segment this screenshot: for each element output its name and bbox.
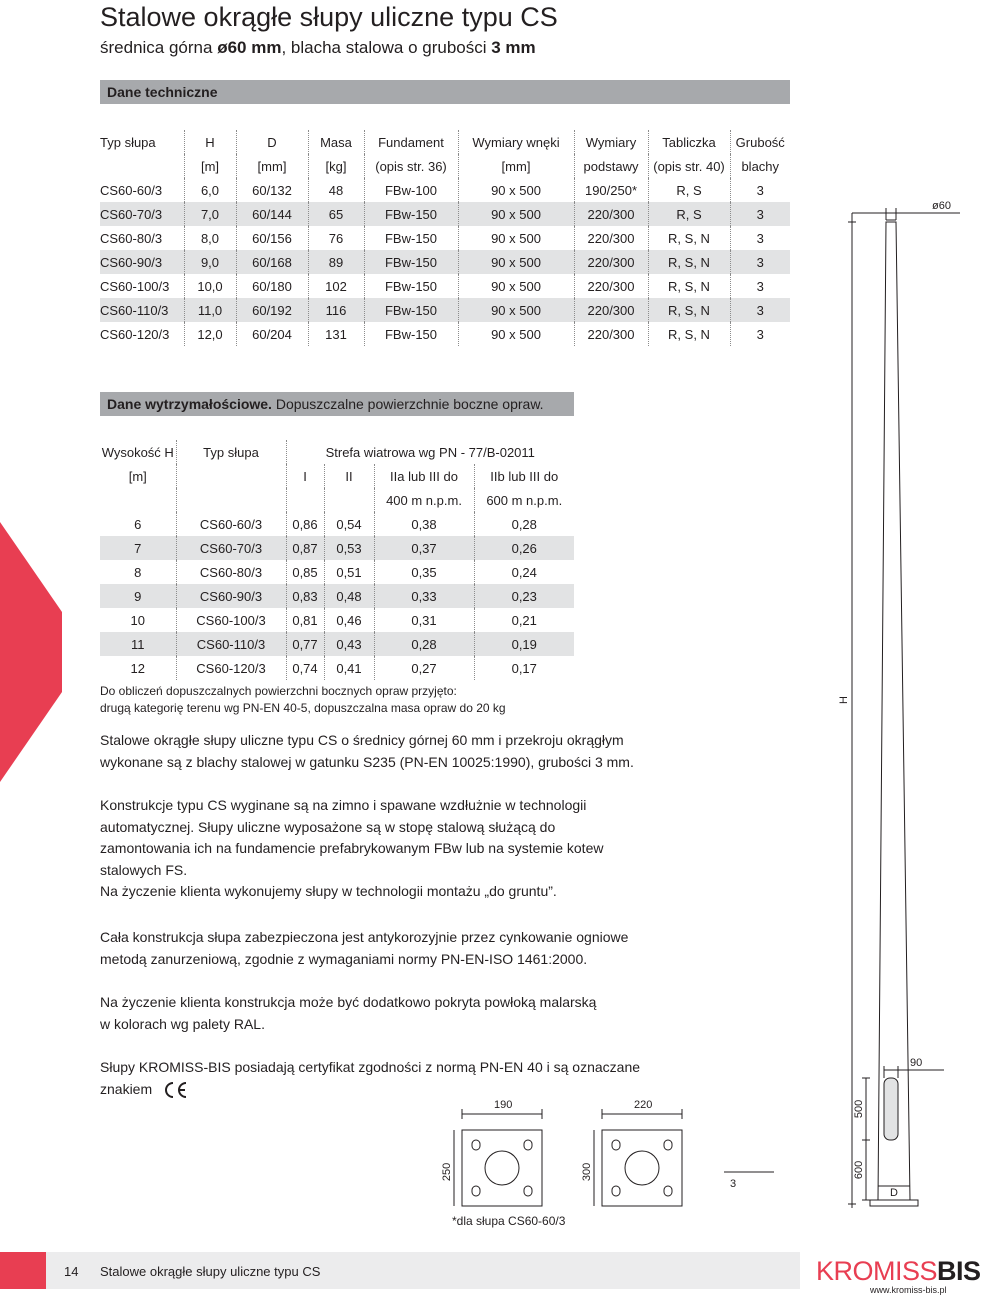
footer-accent [0,1252,46,1289]
header-type: Typ słupa [176,440,286,464]
table-row [100,226,790,250]
table-cell: 76 [308,226,364,250]
table-cell: 0,81 [286,608,324,632]
bolt-slot [472,1140,480,1150]
text-line: Cała konstrukcja słupa zabezpieczona jest antykorozyjnie przez cynkowanie ogniowe [100,929,629,945]
table-row [100,202,790,226]
text-line: metodą zanurzeniową, zgodnie z wymaganiami normy PN-EN-ISO 1461:2000. [100,950,588,967]
table-cell: 60/204 [236,322,308,346]
table-cell: CS60-120/3 [100,326,170,342]
table-cell: R, S [648,202,730,226]
table-cell: 0,27 [374,656,474,680]
table-cell: 0,77 [286,632,324,656]
table-cell: 90 x 500 [458,226,574,250]
table-header-row [100,130,790,154]
table-cell: FBw-150 [364,202,458,226]
table-cell: 3 [730,202,790,226]
table-cell: 220/300 [574,250,648,274]
table-header-cell: Wymiary wnęki [458,130,574,154]
table-cell: 0,31 [374,608,474,632]
label-door-height: 500 [853,1099,865,1119]
table-cell: 9 [100,584,176,608]
table-cell: 190/250* [574,178,648,202]
page-title: Stalowe okrągłe słupy uliczne typu CS [100,2,558,32]
table-cell: R, S, N [648,322,730,346]
text-line: automatycznej. Słupy uliczne wyposażone są w stopę stalową służącą do [100,818,556,835]
page-subtitle [100,38,536,58]
technical-table [100,130,790,346]
table-cell: FBw-150 [364,298,458,322]
empty-cell [286,488,324,512]
label-height: H [838,696,850,704]
bolt-slot [612,1186,620,1196]
table-row [100,584,574,608]
text-line: stalowych FS. [100,861,188,878]
table-subheader-cell [100,154,184,178]
subtitle-text-mid: , blacha stalowa o grubości [281,38,492,57]
text-line: Na życzenie klienta wykonujemy słupy w technologii montażu „do gruntu”. [100,883,557,900]
table-cell: 0,83 [286,584,324,608]
header-zone-sub: 600 m n.p.m. [474,488,574,512]
text-ce-prefix: znakiem [100,1080,153,1097]
table-cell: 0,85 [286,560,324,584]
subtitle-diameter: ø60 mm [217,38,282,57]
paragraph-certificate [100,1057,640,1100]
table-subheader-cell: [kg] [308,154,364,178]
thickness-label [720,1160,780,1190]
text-line: w kolorach wg palety RAL. [100,1015,265,1032]
strength-header-row [100,488,574,512]
table-cell: 220/300 [574,226,648,250]
table-cell: 60/156 [236,226,308,250]
table-cell: 0,87 [286,536,324,560]
table-cell: 3 [730,178,790,202]
table-cell: 90 x 500 [458,298,574,322]
table-cell: 0,54 [324,512,374,536]
door-opening [884,1078,898,1140]
label-plate2-height: 300 [581,1162,593,1182]
table-cell: 102 [308,274,364,298]
table-header-cell: Masa [308,130,364,154]
table-row [100,536,574,560]
table-header-cell: Typ słupa [100,134,156,150]
label-door-width: 90 [910,1057,923,1069]
table-cell: 3 [730,298,790,322]
table-cell: FBw-150 [364,226,458,250]
table-cell: CS60-60/3 [100,182,163,198]
base-plate-220 [580,1100,700,1210]
header-zone: IIb lub III do [474,464,574,488]
table-row [100,656,574,680]
table-cell: 0,21 [474,608,574,632]
table-cell: FBw-150 [364,322,458,346]
header-zone: IIa lub III do [374,464,474,488]
header-zone: II [324,464,374,488]
table-cell: CS60-120/3 [176,656,286,680]
bolt-slot [524,1140,532,1150]
text-line: Stalowe okrągłe słupy uliczne typu CS o średnicy górnej 60 mm i przekroju okrągłym [100,732,624,748]
table-cell: 90 x 500 [458,322,574,346]
table-cell: 60/192 [236,298,308,322]
plate-center-hole [625,1151,659,1185]
bolt-slot [524,1186,532,1196]
note-line-1: Do obliczeń dopuszczalnych powierzchni bocznych opraw przyjęto: [100,684,457,698]
page-number: 14 [64,1264,79,1279]
paragraph-material [100,730,634,773]
table-cell: 220/300 [574,322,648,346]
drawing-caption: *dla słupa CS60-60/3 [452,1214,566,1228]
table-cell: 0,74 [286,656,324,680]
table-header-cell: Fundament [364,130,458,154]
table-cell: 220/300 [574,274,648,298]
empty-cell [324,488,374,512]
table-cell: 60/180 [236,274,308,298]
table-cell: 12,0 [184,322,236,346]
table-cell: 8,0 [184,226,236,250]
table-cell: 60/132 [236,178,308,202]
table-cell: CS60-110/3 [100,298,184,322]
text-line: wykonane są z blachy stalowej w gatunku S235 (PN-EN 10025:1990), grubości 3 mm. [100,753,634,770]
table-cell: CS60-70/3 [176,536,286,560]
table-cell: 0,26 [474,536,574,560]
subtitle-thickness: 3 mm [491,38,536,57]
header-wind-zone: Strefa wiatrowa wg PN - 77/B-02011 [286,440,574,464]
table-cell: 11,0 [184,298,236,322]
table-header-cell: D [236,130,308,154]
table-cell: 90 x 500 [458,250,574,274]
paragraph-construction [100,795,603,903]
table-cell: 60/144 [236,202,308,226]
empty-cell [176,464,286,488]
table-cell: 0,23 [474,584,574,608]
table-row [100,298,790,322]
table-cell: CS60-80/3 [100,230,163,246]
table-subheader-cell: blachy [730,154,790,178]
table-cell: 0,28 [374,632,474,656]
text-line [100,1079,640,1101]
header-unit: [m] [128,468,147,484]
label-thickness: 3 [730,1178,737,1190]
table-cell: 60/168 [236,250,308,274]
table-row [100,250,790,274]
table-cell: R, S [648,178,730,202]
table-header-cell: Grubość [730,130,790,154]
section-bar-strength [100,392,574,416]
table-cell: 131 [308,322,364,346]
table-cell: CS60-60/3 [176,512,286,536]
table-cell: 8 [134,564,142,580]
table-cell: 0,48 [324,584,374,608]
table-cell: 220/300 [574,202,648,226]
table-cell: 0,41 [324,656,374,680]
text-line: Na życzenie klienta konstrukcja może być dodatkowo pokryta powłoką malarską [100,994,597,1010]
plate-center-hole [485,1151,519,1185]
table-cell: 0,19 [474,632,574,656]
strength-bar-rest: Dopuszczalne powierzchnie boczne opraw. [271,396,544,412]
pole-outline [878,222,910,1200]
table-cell: 10 [130,612,145,628]
table-cell: 0,24 [474,560,574,584]
table-cell: 89 [308,250,364,274]
header-zone-sub: 400 m n.p.m. [374,488,474,512]
strength-note [100,683,506,717]
footer-url: www.kromiss-bis.pl [870,1285,947,1295]
paragraph-protection [100,927,628,970]
table-header-cell: Tabliczka [648,130,730,154]
table-row [100,512,574,536]
table-cell: 0,38 [374,512,474,536]
table-cell: 3 [730,274,790,298]
table-cell: 0,35 [374,560,474,584]
table-cell: 90 x 500 [458,274,574,298]
table-subheader-cell: podstawy [574,154,648,178]
table-cell: CS60-110/3 [176,632,286,656]
plate-outline [602,1130,682,1206]
header-height: Wysokość H [101,444,174,460]
table-cell: 220/300 [574,298,648,322]
paragraph-painting [100,992,596,1035]
table-subheader-cell: [mm] [458,154,574,178]
table-cell: FBw-150 [364,274,458,298]
table-header-cell: Wymiary [574,130,648,154]
table-cell: FBw-100 [364,178,458,202]
table-cell: 65 [308,202,364,226]
table-cell: 48 [308,178,364,202]
strength-bar-bold: Dane wytrzymałościowe. [107,396,272,412]
table-cell: R, S, N [648,226,730,250]
decorative-side-tab [0,522,62,782]
table-cell: 12 [130,660,145,676]
table-cell: 116 [308,298,364,322]
table-cell: 7,0 [184,202,236,226]
table-cell: 0,37 [374,536,474,560]
table-row [100,274,790,298]
table-cell: 0,46 [324,608,374,632]
table-cell: 0,17 [474,656,574,680]
logo-text-b: BIS [937,1256,981,1286]
table-cell: 0,86 [286,512,324,536]
label-bottom-diameter: D [890,1187,898,1199]
table-row [100,560,574,584]
text-line: zamontowania ich na fundamencie prefabrykowanym FBw lub na systemie kotew [100,840,604,857]
bolt-slot [664,1186,672,1196]
table-cell: 3 [730,322,790,346]
table-cell: 7 [100,536,176,560]
strength-header-row [100,464,574,488]
table-cell: CS60-90/3 [100,250,184,274]
note-line-2: drugą kategorię terenu wg PN-EN 40-5, dopuszczalna masa opraw do 20 kg [100,701,506,715]
company-logo [816,1256,981,1287]
table-cell: CS60-90/3 [176,584,286,608]
table-cell: 0,33 [374,584,474,608]
plate-outline [462,1130,542,1206]
table-row [100,632,574,656]
table-cell: CS60-100/3 [176,608,286,632]
table-cell: 0,53 [324,536,374,560]
table-subheader-cell: (opis str. 36) [364,154,458,178]
table-row [100,608,574,632]
table-cell: R, S, N [648,250,730,274]
pole-drawing [820,186,960,1216]
header-zone: I [286,464,324,488]
strength-header-row [100,440,574,464]
table-subheader-cell: [m] [184,154,236,178]
table-cell: 6 [134,516,142,532]
table-cell: 3 [730,250,790,274]
empty-cell [100,488,176,512]
bolt-slot [664,1140,672,1150]
table-cell: R, S, N [648,274,730,298]
footer-title: Stalowe okrągłe słupy uliczne typu CS [100,1264,321,1279]
table-cell: 10,0 [184,274,236,298]
table-row [100,178,790,202]
bolt-slot [612,1140,620,1150]
bolt-slot [472,1186,480,1196]
table-cell: 90 x 500 [458,178,574,202]
table-cell: 6,0 [184,178,236,202]
table-cell: CS60-70/3 [100,202,184,226]
text-line: Konstrukcje typu CS wyginane są na zimno i spawane wzdłużnie w technologii [100,797,587,813]
table-cell: 90 x 500 [458,202,574,226]
table-cell: R, S, N [648,298,730,322]
text-line: Słupy KROMISS-BIS posiadają certyfikat zgodności z normą PN-EN 40 i są oznaczane [100,1059,641,1075]
label-plate2-width: 220 [634,1099,653,1111]
table-subheader-row [100,154,790,178]
label-plate1-width: 190 [494,1099,513,1111]
ce-mark-icon [162,1081,188,1099]
table-subheader-cell: [mm] [236,154,308,178]
table-cell: 0,51 [324,560,374,584]
logo-text-a: KROMISS [816,1256,938,1286]
table-cell: 11 [100,632,176,656]
table-cell: 3 [730,226,790,250]
empty-cell [176,488,286,512]
label-plate1-height: 250 [441,1162,453,1182]
table-cell: CS60-80/3 [176,560,286,584]
table-cell: 0,43 [324,632,374,656]
base-plate-190 [440,1100,560,1210]
subtitle-text: średnica górna [100,38,218,57]
table-cell: CS60-100/3 [100,278,170,294]
table-cell: FBw-150 [364,250,458,274]
pole-base-plate [870,1200,918,1206]
table-row [100,322,790,346]
label-top-diameter: ø60 [932,200,951,212]
table-subheader-cell: (opis str. 40) [648,154,730,178]
strength-table [100,440,574,680]
label-base-height: 600 [853,1160,865,1180]
table-header-cell: H [184,130,236,154]
table-cell: 0,28 [474,512,574,536]
table-cell: 9,0 [184,250,236,274]
section-bar-technical: Dane techniczne [100,80,790,104]
